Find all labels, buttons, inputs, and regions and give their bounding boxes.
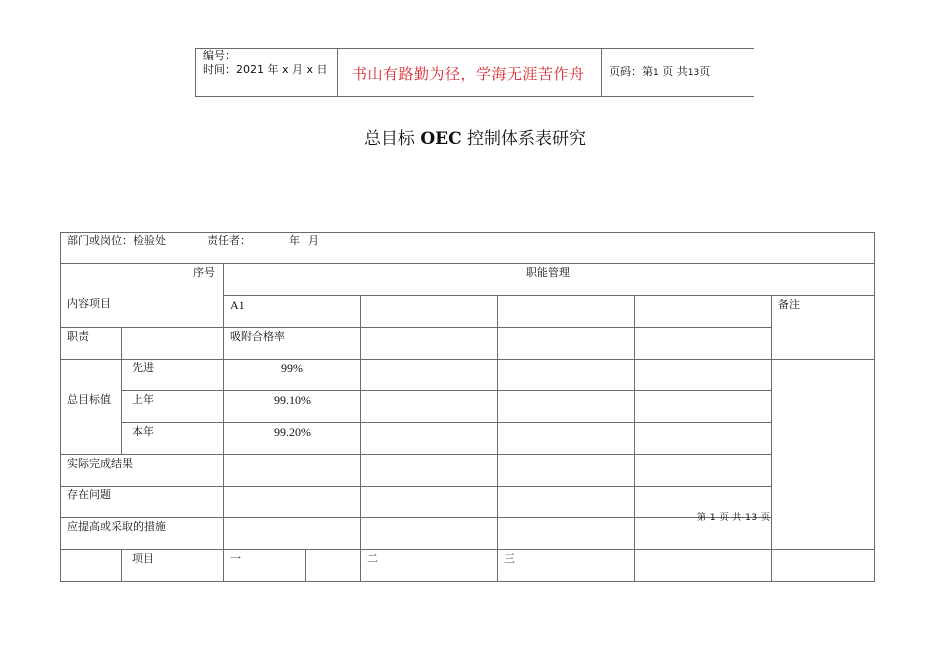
row-label-last-year: 上年 — [132, 393, 154, 406]
row-value-advanced: 99% — [281, 361, 303, 375]
page-total: 13 — [687, 68, 700, 78]
row-value-this-year: 99.20% — [274, 425, 311, 439]
seq-label: 序号 — [193, 266, 215, 279]
year-label: 年 — [289, 234, 300, 247]
title-oec: OEC — [420, 129, 462, 149]
slogan: 书山有路勤为径，学海无涯苦作舟 — [352, 65, 585, 83]
page-current: 1 — [653, 68, 659, 78]
month-label: 月 — [308, 234, 319, 247]
a1-label: A1 — [230, 298, 245, 312]
duty-label: 职责 — [67, 330, 89, 343]
function-header: 职能管理 — [526, 266, 570, 279]
footer-page-number: 第 1 页 共 13 页 — [697, 513, 771, 523]
page-end: 页 — [699, 65, 711, 78]
page-label: 页码：第 — [609, 65, 653, 78]
col-one-label: 一 — [230, 552, 241, 565]
actual-result-label: 实际完成结果 — [67, 457, 133, 470]
page-mid: 页 共 — [662, 65, 688, 78]
page-title — [0, 124, 950, 149]
problem-label: 存在问题 — [67, 488, 111, 501]
duty-value: 吸附合格率 — [230, 330, 285, 343]
row-label-advanced: 先进 — [132, 361, 154, 374]
dept-label: 部门或岗位：检验处 — [67, 234, 166, 247]
target-label: 总目标值 — [67, 393, 111, 406]
row-value-last-year: 99.10% — [274, 393, 311, 407]
remarks-label: 备注 — [778, 298, 800, 311]
responsible-label: 责任者： — [207, 234, 251, 247]
content-item-label: 内容项目 — [67, 297, 111, 310]
title-suffix: 控制体系表研究 — [461, 129, 587, 149]
col-three-label: 三 — [504, 552, 515, 565]
doc-time-label: 时间：2021 年 x 月 x 日 — [203, 63, 328, 76]
measure-label: 应提高或采取的措施 — [67, 520, 166, 533]
page-indicator — [609, 65, 710, 80]
title-prefix: 总目标 — [363, 129, 421, 149]
item-label: 项目 — [132, 552, 154, 565]
col-two-label: 二 — [367, 552, 378, 565]
doc-number-label: 编号： — [203, 49, 236, 62]
row-label-this-year: 本年 — [132, 425, 154, 438]
